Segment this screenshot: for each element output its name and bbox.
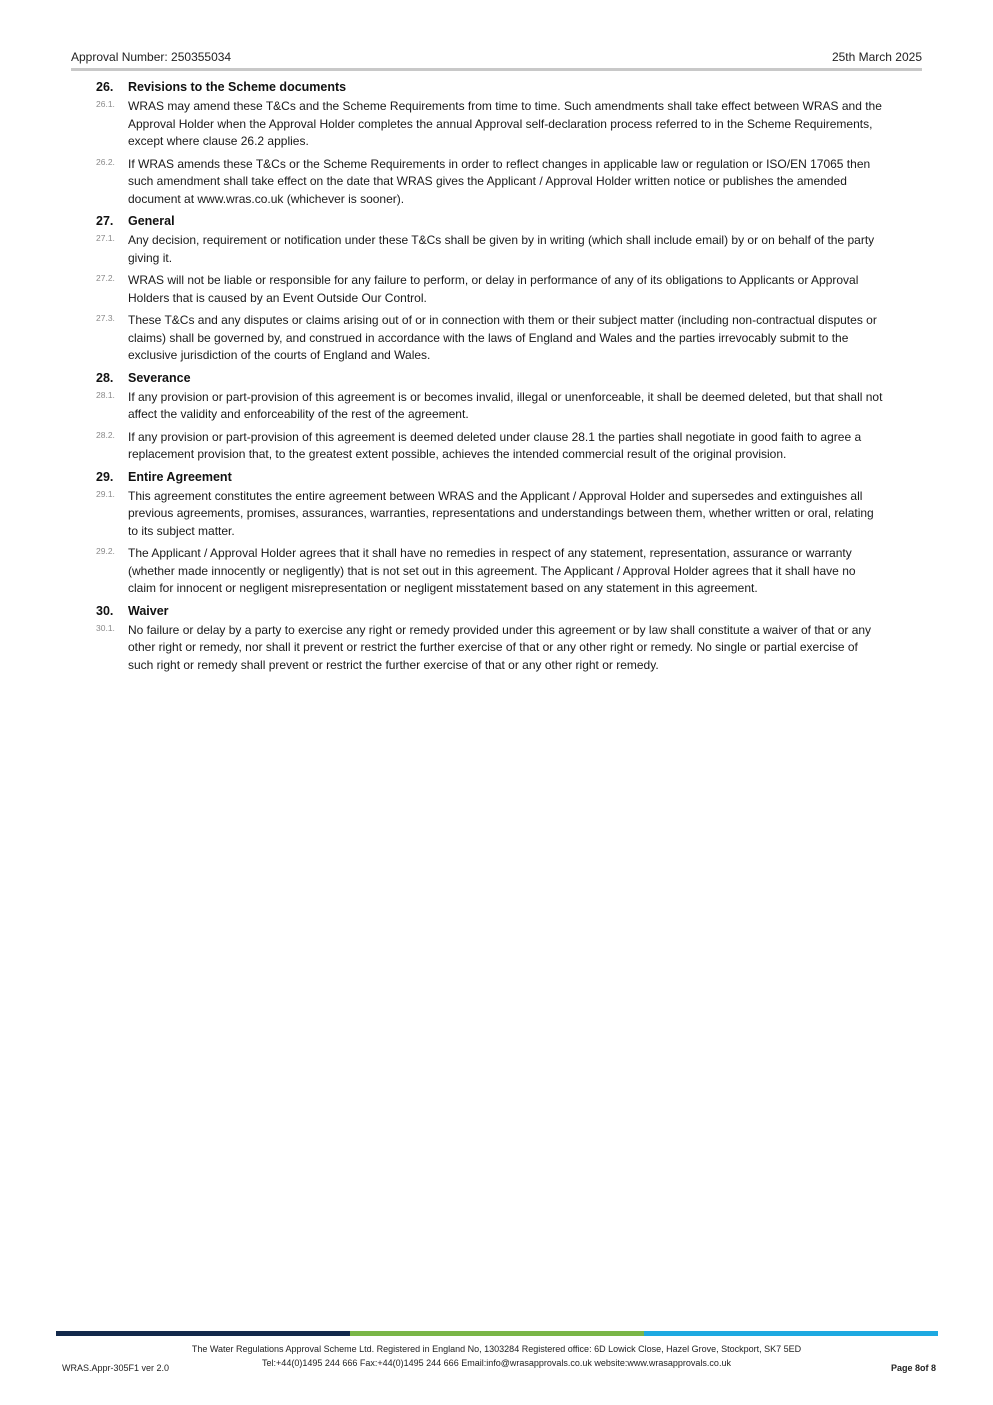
section-heading (96, 370, 886, 386)
section-number: 27. (96, 214, 114, 228)
section-title: General (128, 214, 175, 228)
clause (96, 488, 886, 541)
section-heading (96, 213, 886, 229)
section-title: Waiver (128, 603, 169, 618)
clause (96, 98, 886, 151)
footer-color-bar (56, 1331, 938, 1336)
footer-contact: Tel:+44(0)1495 244 666 Fax:+44(0)1495 244 666 Email:info@wrasapprovals.co.uk website:www.wrasapprovals.co.uk (262, 1358, 731, 1368)
section-heading (96, 603, 886, 619)
document-body (96, 75, 886, 679)
clause-text: The Applicant / Approval Holder agrees that it shall have no remedies in respect of any statement, representation, assurance or warranty (whether made innocently or negligently) that is not set out in this agreement. The Applicant / Approval Holder agrees that it shall have no claim for innocent or negligent misrepresentation or negligent misstatement based on any statement in this agreement. (128, 546, 856, 595)
clause-text: If any provision or part-provision of this agreement is or becomes invalid, illegal or unenforceable, it shall be deemed deleted, but that shall not affect the validity and enforceability of the rest of the agreement. (128, 389, 883, 421)
clause-number: 26.2. (96, 156, 115, 167)
clause (96, 232, 886, 267)
clause-number: 28.2. (96, 429, 115, 440)
section-title: Severance (128, 370, 191, 385)
section-number: 28. (96, 370, 114, 385)
footer-registration: The Water Regulations Approval Scheme Ltd. Registered in England No, 1303284 Registered office: 6D Lowick Close, Hazel Grove, Stockport, SK7 5ED (191, 1344, 802, 1354)
clause-text: No failure or delay by a party to exercise any right or remedy provided under this agreement or by law shall constitute a waiver of that or any other right or remedy, nor shall it prevent or restrict the further exercise of that or any other right or remedy. No single or partial exercise of such right or remedy shall prevent or restrict the further exercise of that or any other right or remedy. (128, 622, 872, 672)
section-title: Revisions to the Scheme documents (128, 80, 347, 94)
approval-number: Approval Number: 250355034 (71, 50, 232, 64)
clause-text: This agreement constitutes the entire agreement between WRAS and the Applicant / Approval Holder and supersedes and extinguishes all previous agreements, promises, assurances, warranties, representations and understandings between them, whether written or oral, relating to its subject matter. (128, 488, 874, 538)
clause-text: If WRAS amends these T&Cs or the Scheme Requirements in order to reflect changes in applicable law or regulation or ISO/EN 17065 then such amendment shall take effect on the date that WRAS gives the Applicant / Approval Holder written notice or publishes the amended document at www.wras.co.uk (whichever is sooner). (128, 156, 871, 206)
footer-bar-segment-blue (644, 1331, 938, 1336)
section-number: 26. (96, 80, 114, 94)
clause-text: Any decision, requirement or notification under these T&Cs shall be given by in writing (which shall include email) by or on behalf of the party giving it. (128, 233, 875, 265)
clause (96, 545, 886, 598)
footer-bar-segment-navy (56, 1331, 350, 1336)
clause-number: 27.3. (96, 313, 115, 323)
page-number: Page 8of 8 (890, 1363, 936, 1373)
clause-number: 30.1. (96, 622, 115, 633)
footer-bar-segment-green (350, 1331, 644, 1336)
document-reference: WRAS.Appr-305F1 ver 2.0 (62, 1363, 170, 1373)
clause-number: 29.2. (96, 546, 115, 556)
clause-text: WRAS will not be liable or responsible for any failure to perform, or delay in performance of any of its obligations to Applicants or Approval Holders that is caused by an Event Outside Our Control. (128, 273, 859, 305)
page-header (71, 50, 922, 64)
clause-number: 26.1. (96, 99, 115, 109)
clause (96, 429, 886, 464)
clause-text: These T&Cs and any disputes or claims arising out of or in connection with them or their subject matter (including non-contractual disputes or claims) shall be governed by, and construed in accordance with the laws of England and Wales and the parties irrevocably submit to the exclusive jurisdiction of the courts of England and Wales. (128, 313, 877, 362)
clause-number: 27.1. (96, 233, 115, 243)
clause (96, 156, 886, 209)
clause (96, 272, 886, 307)
clause-text: If any provision or part-provision of this agreement is deemed deleted under clause 28.1 the parties shall negotiate in good faith to agree a replacement provision that, to the greatest extent possible, achieves the intended commercial result of the original provision. (128, 429, 862, 461)
clause (96, 312, 886, 365)
clause (96, 622, 886, 675)
section-title: Entire Agreement (128, 469, 232, 484)
clause-number: 29.1. (96, 488, 115, 499)
section-number: 29. (96, 469, 114, 484)
section-heading (96, 79, 886, 95)
header-divider (71, 68, 922, 71)
clause-text: WRAS may amend these T&Cs and the Scheme Requirements from time to time. Such amendments shall take effect between WRAS and the Approval Holder when the Approval Holder completes the annual Approval self-declaration process referred to in the Scheme Requirements, except where clause 26.2 applies. (128, 99, 882, 148)
clause-number: 27.2. (96, 273, 115, 283)
section-heading (96, 469, 886, 485)
clause (96, 389, 886, 424)
section-number: 30. (96, 603, 114, 618)
header-date: 25th March 2025 (831, 50, 922, 64)
clause-number: 28.1. (96, 389, 115, 400)
